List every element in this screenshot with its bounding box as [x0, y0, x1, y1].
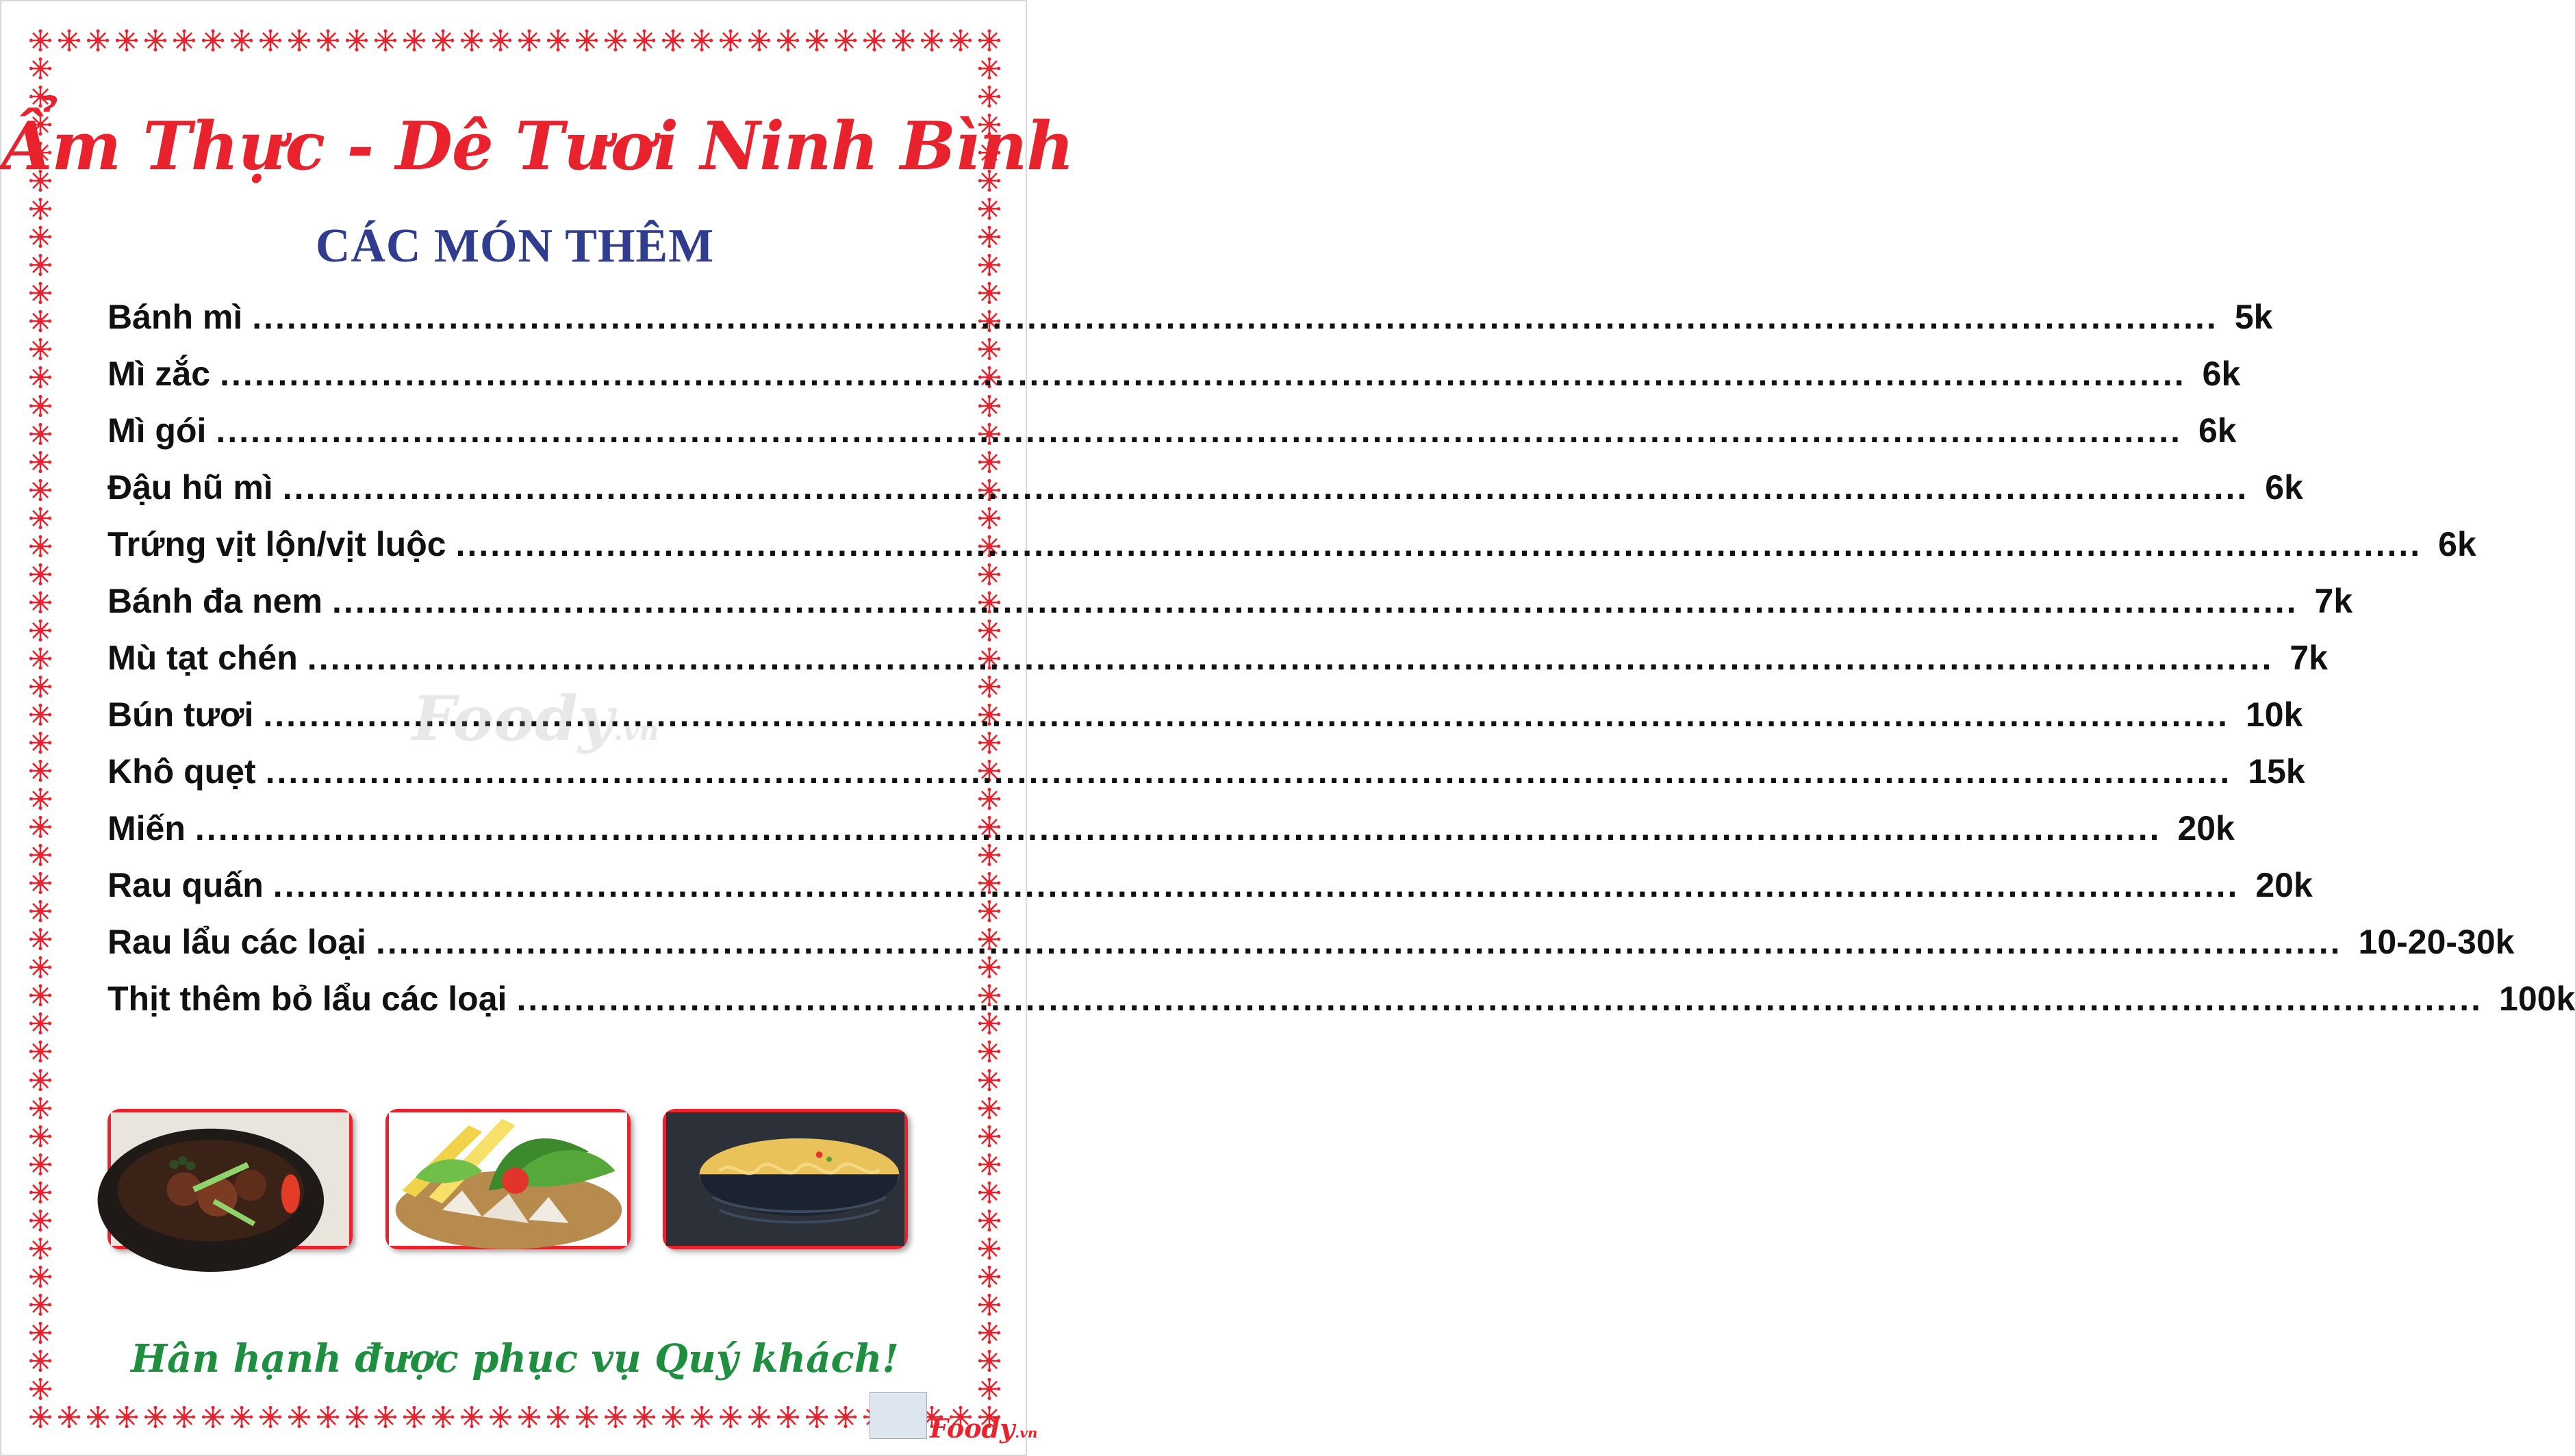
flower-ornament-icon: [978, 1265, 1001, 1288]
flower-ornament-icon: [29, 619, 52, 642]
flower-ornament-icon: [29, 647, 52, 670]
flower-ornament-icon: [316, 1405, 340, 1429]
flower-ornament-icon: [748, 1405, 771, 1429]
menu-item: [107, 695, 2303, 752]
flower-ornament-icon: [834, 1405, 857, 1429]
flower-ornament-icon: [546, 29, 570, 52]
dot-leader: [376, 922, 2342, 962]
menu-item: [107, 524, 2476, 581]
flower-ornament-icon: [460, 1405, 483, 1429]
menu-item: [107, 468, 2303, 524]
dot-leader: [263, 695, 2229, 735]
flower-ornament-icon: [144, 29, 167, 52]
menu-item: [107, 808, 2235, 865]
flower-ornament-icon: [776, 29, 800, 52]
flower-ornament-icon: [891, 29, 915, 52]
flower-ornament-icon: [29, 984, 52, 1007]
flower-ornament-icon: [29, 956, 52, 979]
menu-item: [107, 922, 2515, 979]
flower-ornament-icon: [431, 29, 455, 52]
flower-ornament-icon: [834, 29, 857, 52]
flower-ornament-icon: [115, 1405, 138, 1429]
flower-ornament-icon: [29, 1209, 52, 1232]
flower-ornament-icon: [29, 1097, 52, 1120]
flower-ornament-icon: [661, 29, 685, 52]
flower-ornament-icon: [29, 563, 52, 586]
flower-ornament-icon: [173, 1405, 196, 1429]
flower-ornament-icon: [978, 197, 1001, 220]
flower-ornament-icon: [345, 29, 368, 52]
flower-ornament-icon: [374, 1405, 397, 1429]
menu-item-price: 20k: [2255, 866, 2313, 904]
flower-ornament-icon: [29, 1153, 52, 1176]
menu-item-price: 7k: [2289, 639, 2328, 677]
flower-ornament-icon: [489, 1405, 512, 1429]
flower-ornament-icon: [633, 1405, 656, 1429]
flower-ornament-icon: [29, 871, 52, 895]
flower-ornament-icon: [374, 29, 397, 52]
flower-ornament-icon: [690, 29, 713, 52]
restaurant-title: Ẩm Thực - Dê Tươi Ninh Bình: [1, 107, 1074, 185]
flower-ornament-icon: [949, 29, 972, 52]
flower-ornament-icon: [805, 29, 828, 52]
flower-ornament-icon: [403, 29, 426, 52]
flower-ornament-icon: [29, 1012, 52, 1035]
flower-ornament-icon: [29, 1293, 52, 1316]
flower-ornament-icon: [978, 1209, 1001, 1232]
flower-ornament-icon: [115, 29, 138, 52]
menu-item-name: Bún tươi: [107, 695, 254, 734]
menu-item-name: Đậu hũ mì: [107, 468, 273, 507]
menu-item-price: 10k: [2245, 695, 2303, 734]
flower-ornament-icon: [29, 394, 52, 418]
menu-item-name: Thịt thêm bỏ lẩu các loại: [107, 980, 507, 1018]
dot-leader: [266, 752, 2232, 791]
flower-ornament-icon: [201, 29, 225, 52]
flower-ornament-icon: [29, 450, 52, 474]
menu-item-name: Mì zắc: [107, 355, 211, 393]
flower-ornament-icon: [58, 29, 81, 52]
flower-ornament-icon: [489, 29, 512, 52]
flower-ornament-icon: [29, 703, 52, 726]
flower-ornament-icon: [978, 85, 1001, 108]
flower-ornament-icon: [29, 366, 52, 389]
flower-ornament-icon: [575, 29, 598, 52]
flower-ornament-icon: [29, 1069, 52, 1092]
menu-item-name: Rau quấn: [107, 866, 264, 904]
flower-ornament-icon: [604, 29, 627, 52]
flower-ornament-icon: [29, 675, 52, 698]
flower-ornament-icon: [920, 29, 943, 52]
flower-ornament-icon: [604, 1405, 627, 1429]
flower-ornament-icon: [546, 1405, 570, 1429]
flower-ornament-icon: [690, 1405, 713, 1429]
flower-ornament-icon: [86, 1405, 110, 1429]
flower-ornament-icon: [978, 1153, 1001, 1176]
menu-thumbnail-icon: [870, 1392, 927, 1439]
menu-list: [107, 297, 2575, 1036]
menu-item-price: 15k: [2248, 752, 2305, 791]
flower-ornament-icon: [460, 29, 483, 52]
flower-ornament-icon: [29, 1405, 52, 1429]
menu-item-price: 10-20-30k: [2358, 923, 2515, 961]
menu-item: [107, 411, 2237, 468]
dot-leader: [220, 354, 2186, 394]
foody-badge: [870, 1390, 1038, 1448]
flower-ornament-icon: [29, 1040, 52, 1063]
flower-ornament-icon: [748, 29, 771, 52]
flower-ornament-icon: [978, 1097, 1001, 1120]
flower-ornament-icon: [345, 1405, 368, 1429]
flower-ornament-icon: [518, 29, 541, 52]
flower-ornament-icon: [978, 1069, 1001, 1092]
flower-ornament-icon: [978, 1237, 1001, 1260]
menu-section-heading: CÁC MÓN THÊM: [315, 220, 715, 272]
flower-ornament-icon: [29, 57, 52, 80]
flower-ornament-icon: [86, 29, 110, 52]
flower-ornament-icon: [230, 1405, 253, 1429]
flower-ornament-icon: [661, 1405, 685, 1429]
flower-ornament-icon: [29, 1237, 52, 1260]
fresh-vegetables-basket-photo: [385, 1109, 631, 1249]
flower-ornament-icon: [29, 337, 52, 361]
flower-ornament-icon: [259, 29, 282, 52]
flower-ornament-icon: [805, 1405, 828, 1429]
flower-ornament-icon: [978, 29, 1001, 52]
menu-item-name: Khô quẹt: [107, 752, 256, 791]
menu-item-name: Rau lẩu các loại: [107, 923, 366, 961]
flower-ornament-icon: [863, 29, 886, 52]
dot-leader: [307, 638, 2274, 678]
foody-watermark: Foody.vn: [412, 682, 659, 755]
menu-item-name: Trứng vịt lộn/vịt luộc: [107, 525, 446, 563]
flower-ornament-icon: [29, 478, 52, 502]
flower-ornament-icon: [29, 1265, 52, 1288]
flower-ornament-icon: [776, 1405, 800, 1429]
flower-ornament-icon: [29, 787, 52, 810]
dot-leader: [456, 524, 2422, 564]
dot-leader: [516, 979, 2483, 1019]
foody-logo: Foody.vn: [930, 1413, 1038, 1444]
flower-ornament-icon: [29, 85, 52, 108]
menu-item-name: Mù tạt chén: [107, 639, 298, 677]
flower-ornament-icon: [29, 815, 52, 839]
flower-ornament-icon: [288, 1405, 311, 1429]
flower-ornament-icon: [201, 1405, 225, 1429]
flower-ornament-icon: [978, 57, 1001, 80]
flower-ornament-icon: [633, 29, 656, 52]
dot-leader: [216, 411, 2182, 450]
flower-ornament-icon: [316, 29, 340, 52]
flower-ornament-icon: [29, 422, 52, 446]
flower-ornament-icon: [29, 928, 52, 951]
dot-leader: [273, 865, 2240, 905]
menu-item-price: 6k: [2198, 411, 2237, 450]
flower-ornament-icon: [29, 591, 52, 614]
flower-ornament-icon: [978, 1040, 1001, 1063]
menu-item-name: Mì gói: [107, 411, 207, 450]
flower-ornament-icon: [29, 899, 52, 923]
flower-ornament-icon: [978, 1181, 1001, 1204]
flower-ornament-icon: [288, 29, 311, 52]
menu-item-name: Bánh đa nem: [107, 582, 322, 620]
instant-noodle-bowl-photo: [663, 1109, 908, 1249]
flower-ornament-icon: [978, 731, 1001, 754]
flower-ornament-icon: [29, 309, 52, 333]
closing-greeting: Hân hạnh được phục vụ Quý khách!: [131, 1336, 899, 1381]
flower-ornament-icon: [29, 507, 52, 530]
flower-ornament-icon: [29, 1125, 52, 1148]
menu-item: [107, 581, 2353, 638]
flower-ornament-icon: [403, 1405, 426, 1429]
flower-ornament-icon: [978, 1293, 1001, 1316]
flower-ornament-icon: [29, 29, 52, 52]
braised-meat-clay-pot-photo: [107, 1109, 353, 1249]
dot-leader: [195, 808, 2161, 848]
flower-ornament-icon: [978, 1125, 1001, 1148]
flower-ornament-icon: [29, 535, 52, 558]
flower-ornament-icon: [719, 1405, 742, 1429]
dot-leader: [283, 468, 2249, 507]
menu-item-price: 6k: [2202, 355, 2241, 393]
menu-item-price: 5k: [2234, 298, 2273, 336]
menu-item: [107, 979, 2575, 1036]
food-photos: [107, 1109, 909, 1249]
flower-ornament-icon: [29, 1181, 52, 1204]
flower-ornament-icon: [431, 1405, 455, 1429]
flower-ornament-icon: [575, 1405, 598, 1429]
flower-ornament-icon: [58, 1405, 81, 1429]
menu-item-name: Bánh mì: [107, 298, 243, 336]
flower-ornament-icon: [518, 1405, 541, 1429]
flower-ornament-icon: [29, 759, 52, 782]
flower-ornament-icon: [230, 29, 253, 52]
menu-item-price: 20k: [2177, 809, 2235, 847]
flower-ornament-icon: [144, 1405, 167, 1429]
menu-item: [107, 297, 2273, 354]
dot-leader: [252, 297, 2218, 337]
menu-item-name: Miến: [107, 809, 186, 847]
menu-item-price: 100k: [2499, 980, 2575, 1018]
menu-item-price: 7k: [2314, 582, 2353, 620]
menu-item-price: 6k: [2438, 525, 2476, 563]
menu-item-price: 6k: [2265, 468, 2303, 507]
flower-ornament-icon: [719, 29, 742, 52]
flower-ornament-icon: [173, 29, 196, 52]
flower-ornament-icon: [29, 281, 52, 305]
menu-item: [107, 354, 2241, 411]
menu-item: [107, 865, 2313, 922]
menu-item: [107, 638, 2328, 695]
flower-ornament-icon: [29, 731, 52, 754]
dot-leader: [332, 581, 2298, 621]
menu-item: [107, 752, 2305, 808]
flower-ornament-icon: [29, 197, 52, 220]
flower-ornament-icon: [29, 843, 52, 867]
flower-ornament-icon: [259, 1405, 282, 1429]
